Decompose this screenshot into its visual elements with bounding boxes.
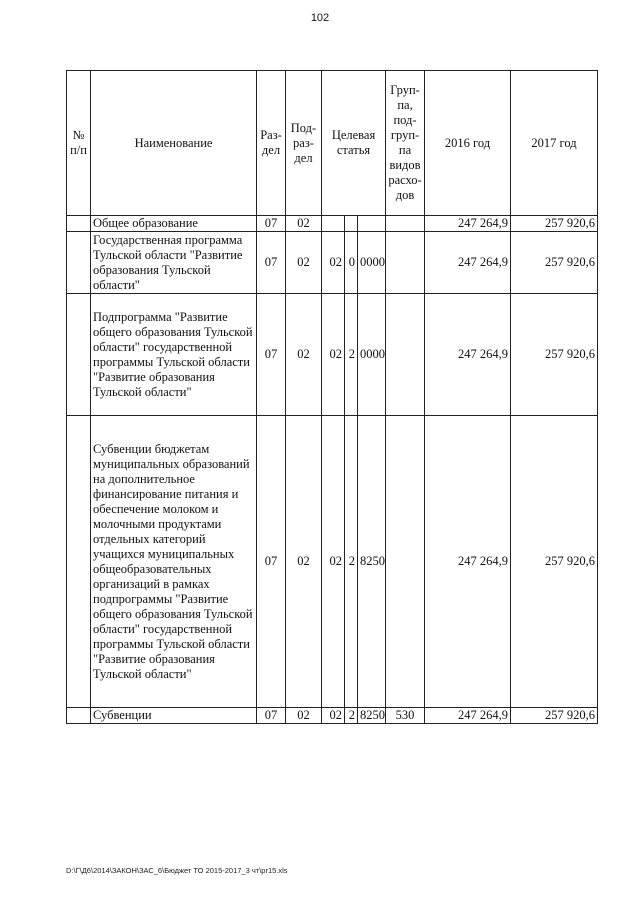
row-name: Общее образование	[91, 216, 257, 232]
row-amount-2016: 247 264,9	[425, 216, 511, 232]
file-path-footer: D:\Г\Д6\2014\ЗАКОН\ЗАС_6\Бюджет ТО 2015-2017_3 чт\pr15.xls	[66, 866, 288, 875]
row-num	[67, 216, 91, 232]
row-article-subprogram: 2	[345, 416, 358, 708]
row-article-program: 02	[322, 294, 345, 416]
row-name: Государственная программа Тульской области "Развитие образования Тульской области"	[91, 232, 257, 294]
row-razdel: 07	[257, 216, 286, 232]
table-row	[67, 216, 598, 232]
row-podrazdel: 02	[286, 232, 322, 294]
table-row	[67, 708, 598, 724]
header-podrazdel: Под- раз- дел	[286, 71, 322, 216]
header-num: № п/п	[67, 71, 91, 216]
row-razdel: 07	[257, 708, 286, 724]
row-name: Подпрограмма "Развитие общего образования Тульской области" государственной программы Тульской области "Развитие образования Тульской области"	[91, 294, 257, 416]
row-amount-2016: 247 264,9	[425, 708, 511, 724]
row-article-program: 02	[322, 232, 345, 294]
table-header-row	[67, 71, 598, 216]
row-amount-2017: 257 920,6	[511, 232, 598, 294]
row-article-direction: 8250	[358, 416, 386, 708]
row-razdel: 07	[257, 232, 286, 294]
row-article-direction: 0000	[358, 294, 386, 416]
budget-table	[66, 70, 598, 724]
row-name: Субвенции	[91, 708, 257, 724]
row-podrazdel: 02	[286, 708, 322, 724]
row-num	[67, 294, 91, 416]
row-amount-2017: 257 920,6	[511, 216, 598, 232]
row-expense-group	[386, 294, 425, 416]
row-podrazdel: 02	[286, 216, 322, 232]
table-row	[67, 294, 598, 416]
row-expense-group	[386, 416, 425, 708]
row-amount-2017: 257 920,6	[511, 294, 598, 416]
header-target-article: Целевая статья	[322, 71, 386, 216]
table-row	[67, 232, 598, 294]
row-article-direction: 0000	[358, 232, 386, 294]
row-amount-2017: 257 920,6	[511, 708, 598, 724]
row-expense-group	[386, 216, 425, 232]
row-article-direction	[358, 216, 386, 232]
header-2016: 2016 год	[425, 71, 511, 216]
row-amount-2016: 247 264,9	[425, 232, 511, 294]
row-razdel: 07	[257, 294, 286, 416]
page-number: 102	[310, 12, 330, 24]
row-article-subprogram: 0	[345, 232, 358, 294]
row-podrazdel: 02	[286, 416, 322, 708]
row-amount-2017: 257 920,6	[511, 416, 598, 708]
header-expense-group: Груп- па, под- груп- па видов расхо- дов	[386, 71, 425, 216]
row-article-program	[322, 216, 345, 232]
row-num	[67, 232, 91, 294]
row-podrazdel: 02	[286, 294, 322, 416]
row-article-subprogram: 2	[345, 294, 358, 416]
row-amount-2016: 247 264,9	[425, 294, 511, 416]
row-expense-group	[386, 232, 425, 294]
row-amount-2016: 247 264,9	[425, 416, 511, 708]
row-article-direction: 8250	[358, 708, 386, 724]
header-razdel: Раз- дел	[257, 71, 286, 216]
row-article-program: 02	[322, 708, 345, 724]
table-row	[67, 416, 598, 708]
row-num	[67, 416, 91, 708]
row-num	[67, 708, 91, 724]
row-razdel: 07	[257, 416, 286, 708]
row-name: Субвенции бюджетам муниципальных образований на дополнительное финансирование питания и обеспечение молоком и молочными продуктами отдельных категорий учащихся муниципальных общеобразовательных организаций в рамках подпрограммы "Развитие общего образования Тульской области" государственной программы Тульской области "Развитие образования Тульской области"	[91, 416, 257, 708]
header-name: Наименование	[91, 71, 257, 216]
row-article-subprogram: 2	[345, 708, 358, 724]
row-expense-group: 530	[386, 708, 425, 724]
header-2017: 2017 год	[511, 71, 598, 216]
row-article-program: 02	[322, 416, 345, 708]
row-article-subprogram	[345, 216, 358, 232]
